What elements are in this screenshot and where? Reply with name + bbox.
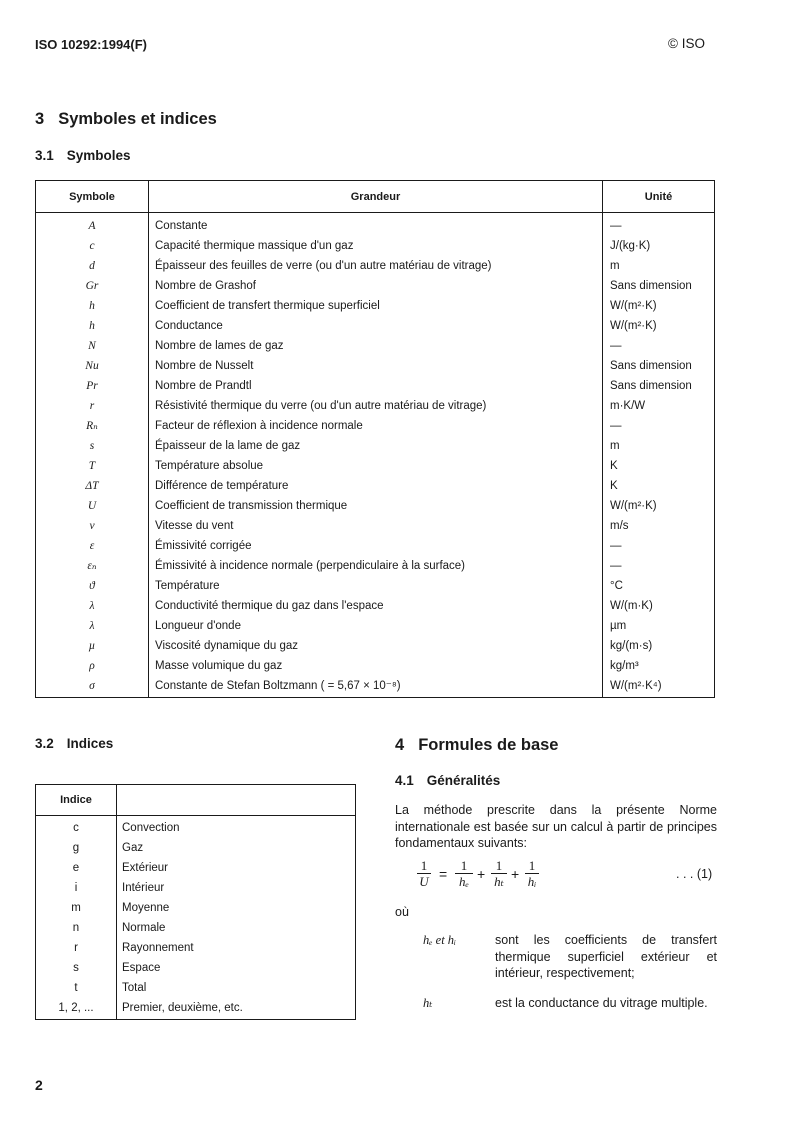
section-3-2-number: 3.2 (35, 736, 54, 751)
column-header-symbol: Symbole (69, 191, 115, 203)
symbol-cell: εₙ (87, 560, 97, 572)
unit-cell: µm (610, 620, 627, 632)
index-cell: n (72, 922, 80, 934)
unit-cell: m·K/W (610, 400, 646, 412)
meaning-cell: Rayonnement (122, 942, 194, 954)
section-3-2-title: Indices (66, 736, 114, 751)
symbol-cell: c (89, 240, 95, 252)
symbol-cell: ρ (89, 660, 95, 672)
table-row (36, 476, 714, 496)
quantity-cell: Épaisseur de la lame de gaz (155, 440, 301, 452)
table-row (36, 898, 355, 918)
quantity-cell: Coefficient de transmission thermique (155, 500, 348, 512)
section-4-number: 4 (395, 736, 405, 754)
unit-cell: W/(m·K) (610, 600, 653, 612)
table-row (36, 316, 714, 336)
index-cell: e (72, 862, 80, 874)
section-3-1-heading (35, 148, 131, 163)
unit-cell: kg/(m·s) (610, 640, 653, 652)
table-row (36, 596, 714, 616)
quantity-cell: Émissivité corrigée (155, 540, 252, 552)
symbol-cell: µ (88, 640, 96, 652)
section-3-1-number: 3.1 (35, 148, 54, 163)
quantity-cell: Constante de Stefan Boltzmann ( = 5,67 × 10⁻⁸) (155, 680, 401, 692)
section-3-2-heading (35, 736, 113, 751)
table-row (36, 878, 355, 898)
unit-cell: — (610, 560, 622, 572)
meaning-cell: Espace (122, 962, 161, 974)
quantity-cell: Conductance (155, 320, 223, 332)
formula-number: . . . (1) (676, 867, 713, 881)
symbol-cell: A (88, 220, 96, 232)
section-4-heading (395, 736, 559, 755)
table-row (36, 296, 714, 316)
page-number: 2 (35, 1077, 43, 1093)
unit-cell: W/(m²·K) (610, 320, 657, 332)
unit-cell: K (610, 460, 618, 472)
meaning-cell: Total (122, 982, 147, 994)
quantity-cell: Épaisseur des feuilles de verre (ou d'un autre matériau de vitrage) (155, 260, 492, 272)
symbol-cell: Rₙ (86, 420, 98, 432)
symbol-cell: ΔT (85, 480, 99, 492)
quantity-cell: Résistivité thermique du verre (ou d'un autre matériau de vitrage) (155, 400, 487, 412)
unit-cell: Sans dimension (610, 280, 692, 292)
index-cell: m (71, 902, 81, 914)
column-header-unit: Unité (644, 191, 673, 203)
quantity-cell: Différence de température (155, 480, 289, 492)
quantity-cell: Masse volumique du gaz (155, 660, 283, 672)
where-label: où (395, 905, 409, 919)
symbol-cell: ε (89, 540, 95, 552)
table-row (36, 396, 714, 416)
unit-cell: — (610, 220, 622, 232)
table-row (36, 336, 714, 356)
table-row (36, 616, 714, 636)
standard-reference: ISO 10292:1994(F) (35, 37, 148, 52)
quantity-cell: Nombre de Grashof (155, 280, 256, 292)
quantity-cell: Émissivité à incidence normale (perpendiculaire à la surface) (155, 560, 466, 572)
index-cell: r (74, 942, 78, 954)
section-3-1-title: Symboles (66, 148, 131, 163)
formula-plus: + (477, 866, 486, 882)
table-row (36, 276, 714, 296)
formula-equals: = (439, 866, 448, 882)
formula-plus: + (511, 866, 520, 882)
unit-cell: K (610, 480, 618, 492)
table-row (36, 536, 714, 556)
quantity-cell: Conductivité thermique du gaz dans l'espace (155, 600, 384, 612)
symbol-cell: N (88, 340, 96, 352)
symbols-table (35, 180, 715, 698)
formula-denominator: hₜ (494, 874, 504, 889)
table-row (36, 636, 714, 656)
index-cell: c (73, 822, 79, 834)
table-row (36, 556, 714, 576)
symbol-cell: λ (89, 600, 95, 612)
indices-table (35, 784, 356, 1020)
symbol-cell: σ (89, 680, 95, 692)
table-row (36, 918, 355, 938)
table-row (36, 958, 355, 978)
quantity-cell: Longueur d'onde (155, 620, 241, 632)
column-header-quantity: Grandeur (350, 191, 401, 203)
formula-numerator: 1 (420, 858, 428, 873)
symbol-cell: h (89, 320, 95, 332)
table-row (36, 376, 714, 396)
index-cell: s (73, 962, 79, 974)
column-header-index: Indice (60, 794, 92, 806)
definition-term: hₜ (423, 996, 433, 1010)
quantity-cell: Température (155, 580, 220, 592)
symbol-cell: λ (89, 620, 95, 632)
symbol-cell: T (88, 460, 96, 472)
table-row (36, 656, 714, 676)
symbol-cell: U (87, 500, 97, 512)
definition-text: sont les coefficients de transfert thermique superficiel extérieur et intérieur, respectivement; (495, 933, 717, 980)
section-3-heading (35, 110, 217, 129)
table-row (36, 838, 355, 858)
table-header-rule (36, 815, 355, 816)
index-cell: g (72, 842, 80, 854)
symbol-cell: s (89, 440, 95, 452)
meaning-cell: Moyenne (122, 902, 170, 914)
table-row (36, 216, 714, 236)
meaning-cell: Extérieur (122, 862, 169, 874)
unit-cell: °C (610, 580, 623, 592)
formula-term-lhs (417, 858, 431, 890)
table-row (36, 436, 714, 456)
meaning-cell: Normale (122, 922, 166, 934)
unit-cell: Sans dimension (610, 380, 692, 392)
table-row (36, 496, 714, 516)
formula-term-he (455, 858, 473, 890)
table-row (36, 516, 714, 536)
section-3-title: Symboles et indices (58, 110, 217, 128)
meaning-cell: Premier, deuxième, etc. (122, 1002, 243, 1014)
formula-denominator: U (419, 874, 429, 889)
quantity-cell: Capacité thermique massique d'un gaz (155, 240, 354, 252)
unit-cell: — (610, 340, 622, 352)
meaning-cell: Gaz (122, 842, 144, 854)
table-row (36, 998, 355, 1018)
section-3-number: 3 (35, 110, 45, 128)
unit-cell: J/(kg·K) (610, 240, 651, 252)
unit-cell: W/(m²·K) (610, 500, 657, 512)
symbol-cell: r (89, 400, 95, 412)
copyright-mark: © ISO (668, 36, 705, 51)
table-row (36, 576, 714, 596)
quantity-cell: Nombre de lames de gaz (155, 340, 284, 352)
formula-term-ht (491, 858, 507, 890)
formula-numerator: 1 (460, 858, 468, 873)
unit-cell: W/(m²·K) (610, 300, 657, 312)
quantity-cell: Nombre de Nusselt (155, 360, 254, 372)
unit-cell: m (610, 260, 620, 272)
section-4-title: Formules de base (418, 736, 559, 754)
table-row (36, 236, 714, 256)
quantity-cell: Facteur de réflexion à incidence normale (155, 420, 363, 432)
symbol-cell: Pr (86, 380, 98, 392)
formula-denominator: hₑ (459, 874, 469, 889)
intro-paragraph: La méthode prescrite dans la présente Norme internationale est basée sur un calcul à partir de principes fondamentaux suivants: (395, 803, 717, 850)
table-row (36, 978, 355, 998)
table-row (36, 858, 355, 878)
formula-1 (415, 858, 715, 898)
unit-cell: — (610, 420, 622, 432)
unit-cell: — (610, 540, 622, 552)
symbol-cell: h (89, 300, 95, 312)
table-row (36, 416, 714, 436)
table-row (36, 356, 714, 376)
quantity-cell: Vitesse du vent (155, 520, 234, 532)
section-4-1-number: 4.1 (395, 773, 414, 788)
quantity-cell: Température absolue (155, 460, 264, 472)
formula-denominator: hᵢ (527, 874, 537, 889)
quantity-cell: Viscosité dynamique du gaz (155, 640, 298, 652)
formula-numerator: 1 (528, 858, 536, 873)
column-header-meaning (117, 785, 355, 815)
unit-cell: kg/m³ (610, 660, 639, 672)
index-cell: 1, 2, ... (58, 1002, 94, 1014)
unit-cell: m/s (610, 520, 629, 532)
section-4-1-title: Généralités (426, 773, 501, 788)
definition-text: est la conductance du vitrage multiple. (495, 996, 708, 1010)
quantity-cell: Nombre de Prandtl (155, 380, 252, 392)
quantity-cell: Coefficient de transfert thermique superficiel (155, 300, 380, 312)
definition-term: hₑ et hᵢ (423, 933, 457, 947)
unit-cell: Sans dimension (610, 360, 692, 372)
symbol-cell: v (89, 520, 95, 532)
unit-cell: W/(m²·K⁴) (610, 680, 662, 692)
meaning-cell: Intérieur (122, 882, 165, 894)
formula-term-hi (525, 858, 539, 890)
table-row (36, 938, 355, 958)
symbol-cell: ϑ (89, 580, 95, 592)
table-row (36, 676, 714, 696)
symbol-cell: Nu (85, 360, 99, 372)
index-cell: t (74, 982, 78, 994)
index-cell: i (74, 882, 78, 894)
table-row (36, 256, 714, 276)
symbol-cell: Gr (85, 280, 99, 292)
section-4-1-heading (395, 773, 500, 788)
quantity-cell: Constante (155, 220, 208, 232)
meaning-cell: Convection (122, 822, 180, 834)
table-row (36, 456, 714, 476)
symbol-cell: d (89, 260, 95, 272)
unit-cell: m (610, 440, 620, 452)
table-row (36, 818, 355, 838)
formula-numerator: 1 (495, 858, 503, 873)
